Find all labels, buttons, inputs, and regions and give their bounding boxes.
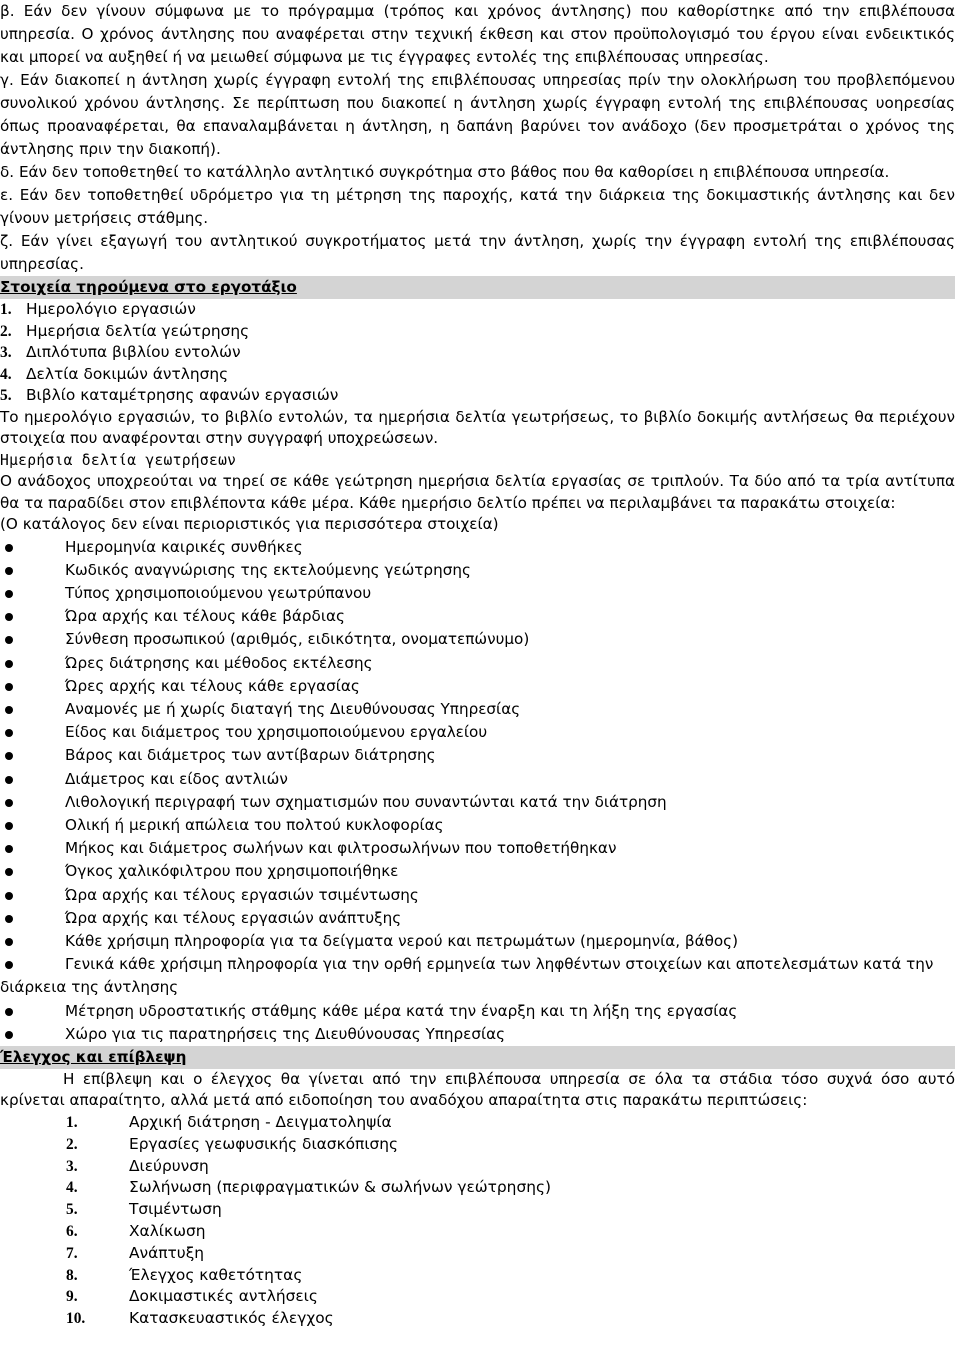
list-item [66,1243,955,1265]
bullet-icon [5,1031,13,1039]
list-item-label: Ώρες διάτρησης και μέθοδος εκτέλεσης [65,653,373,672]
list-item [0,814,955,837]
list-item-label: Ολική ή μερική απώλεια του πολτού κυκλοφορίας [65,815,444,834]
bullet-icon [5,845,13,853]
list-item [0,907,955,930]
site-records-list [0,299,955,407]
paragraph-gamma [0,69,955,161]
bullet-icon [5,590,13,598]
list-item-label: Γενικά κάθε χρήσιμη πληροφορία για την ορθή ερμηνεία των ληφθέντων στοιχείων και αποτελεσμάτων κατά την διάρκεια της άντλησης [0,955,934,997]
list-item-label: Ώρα αρχής και τέλους κάθε βάρδιας [65,607,345,626]
list-item [0,342,955,364]
list-item-label: Διάμετρος και είδος αντλιών [65,769,288,788]
bullet-icon [5,544,13,552]
list-item-label: Ανάπτυξη [129,1243,205,1262]
bullet-icon [5,938,13,946]
list-item [0,385,955,407]
list-item-label: Εργασίες γεωφυσικής διασκόπισης [129,1134,399,1153]
list-item-label: Κατασκευαστικός έλεγχος [129,1309,334,1328]
bullet-icon [5,915,13,923]
daily-reports-note: (Ο κατάλογος δεν είναι περιοριστικός για περισσότερα στοιχεία) [0,515,499,533]
list-item-number: 6. [66,1222,78,1240]
paragraph-epsilon-text: ε. Εάν δεν τοποθετηθεί υδρόμετρο για τη μέτρηση της παροχής, κατά την διάρκεια της δοκιμαστικής άντλησης και δεν γίνουν μετρήσεις στάθμης. [0,186,955,227]
bullet-icon [5,776,13,784]
list-item [0,364,955,386]
list-item-label: Αναμονές με ή χωρίς διαταγή της Διευθύνουσας Υπηρεσίας [65,699,521,718]
list-item-label: Λιθολογική περιγραφή των σχηματισμών που συναντώνται κατά την διάτρηση [65,792,667,811]
list-item-label: Μήκος και διάμετρος σωλήνων και φιλτροσωλήνων που τοποθετήθηκαν [65,839,617,858]
paragraph-beta [0,0,955,69]
list-item-number: 2. [0,322,12,340]
list-item [0,837,955,860]
bullet-icon [5,868,13,876]
list-item-label: Ώρα αρχής και τέλους εργασιών τσιμέντωσης [65,885,419,904]
list-item-label: Ώρες αρχής και τέλους κάθε εργασίας [65,676,360,695]
list-item-number: 4. [0,365,12,383]
list-item [0,628,955,651]
list-item [0,652,955,675]
list-item [0,675,955,698]
paragraph-zeta [0,230,955,276]
bullet-icon [5,683,13,691]
list-item [66,1308,955,1330]
bullet-icon [5,822,13,830]
list-item [0,930,955,953]
list-item-number: 8. [66,1266,78,1284]
paragraph-epsilon [0,184,955,230]
list-item-label: Δελτία δοκιμών άντλησης [26,364,229,383]
list-item-label: Τύπος χρησιμοποιούμενου γεωτρύπανου [65,583,372,602]
list-item [0,536,955,559]
list-item [66,1286,955,1308]
list-item-number: 3. [0,344,12,361]
list-item [0,768,955,791]
list-item-label: Διπλότυπα βιβλίου εντολών [26,343,241,361]
list-item-label: Βάρος και διάμετρος των αντίβαρων διάτρησης [65,746,436,765]
list-item [66,1112,955,1134]
list-item [66,1199,955,1221]
list-item-label: Όγκος χαλικόφιλτρου που χρησιμοποιήθηκε [65,862,399,881]
paragraph-delta-text: δ. Εάν δεν τοποθετηθεί το κατάλληλο αντλητικό συγκρότημα στο βάθος που θα καθορίσει η επιβλέπουσα υπηρεσία. [0,163,890,181]
section-heading-daily-reports: Ημερήσια δελτία γεωτρήσεων [0,451,237,469]
list-item [66,1156,955,1178]
list-item-number: 4. [66,1179,78,1197]
list-item-number: 1. [66,1113,78,1131]
list-item-number: 2. [66,1135,78,1153]
list-item-label: Χαλίκωση [129,1221,206,1240]
list-item [0,1000,955,1023]
bullet-icon [5,567,13,575]
list-item-label: Αρχική διάτρηση - Δειγματοληψία [129,1112,392,1131]
list-item [0,884,955,907]
list-item-label: Σωλήνωση (περιφραγματικών & σωλήνων γεώτρησης) [129,1178,551,1197]
list-item [0,791,955,814]
list-item-label: Βιβλίο καταμέτρησης αφανών εργασιών [26,386,339,404]
paragraph-beta-text: β. Εάν δεν γίνουν σύμφωνα με το πρόγραμμα (τρόπος και χρόνος άντλησης) που καθορίστηκε από την επιβλέπουσα υπηρεσία. Ο χρόνος άντλησης που αναφέρεται στην τεχνική έκθεση και στον προϋπολογισμό του έργου είναι ενδεικτικός και μπορεί να αυξηθεί ή να μειωθεί σύμφωνα με τις έγγραφες εντολές της επιβλέπουσας υπηρεσίας. [0,2,955,66]
section-heading-site-records: Στοιχεία τηρούμενα στο εργοτάξιο [0,276,955,299]
list-item [66,1177,955,1199]
list-item-label: Ώρα αρχής και τέλους εργασιών ανάπτυξης [65,908,402,927]
list-item-number: 7. [66,1244,78,1262]
bullet-icon [5,752,13,760]
list-item [0,582,955,605]
list-item-label: Δοκιμαστικές αντλήσεις [129,1287,318,1306]
site-records-note: Το ημερολόγιο εργασιών, το βιβλίο εντολών, τα ημερήσια δελτία γεωτρήσεως, το βιβλίο δοκιμής αντλήσεως θα περιέχουν στοιχεία που αναφέρονται στην συγγραφή υποχρεώσεων. [0,407,955,447]
list-item-number: 10. [66,1310,86,1328]
list-item [0,605,955,628]
list-item [0,953,955,999]
bullet-icon [5,613,13,621]
list-item-label: Είδος και διάμετρος του χρησιμοποιούμενου εργαλείου [65,723,488,742]
list-item-label: Κωδικός αναγνώρισης της εκτελούμενης γεώτρησης [65,560,471,579]
bullet-icon [5,799,13,807]
list-item-label: Σύνθεση προσωπικού (αριθμός, ειδικότητα, ονοματεπώνυμο) [65,630,530,649]
list-item-label: Διεύρυνση [129,1156,209,1175]
bullet-icon [5,729,13,737]
list-item [0,321,955,343]
bullet-icon [5,660,13,668]
list-item [0,559,955,582]
list-item-label: Χώρο για τις παρατηρήσεις της Διευθύνουσας Υπηρεσίας [65,1024,506,1043]
bullet-icon [5,1008,13,1016]
bullet-icon [5,892,13,900]
list-item-label: Έλεγχος καθετότητας [129,1265,303,1284]
list-item-number: 5. [66,1201,78,1219]
paragraph-delta [0,161,955,184]
bullet-icon [5,706,13,714]
control-intro: Η επίβλεψη και ο έλεγχος θα γίνεται από την επιβλέπουσα υπηρεσία σε όλα τα στάδια τόσο συχνά όσο αυτό κρίνεται απαραίτητο, αλλά μετά από ειδοποίηση του αναδόχου απαραίτητα στις παρακάτω περιπτώσεις: [0,1069,955,1110]
list-item-label: Ημερομηνία καιρικές συνθήκες [65,537,303,556]
list-item-number: 1. [0,301,12,318]
list-item [66,1265,955,1287]
section-heading-control: Έλεγχος και επίβλεψη [0,1046,955,1069]
list-item-label: Ημερήσια δελτία γεώτρησης [26,321,250,340]
list-item-label: Τσιμέντωση [129,1200,222,1219]
list-item-label: Ημερολόγιο εργασιών [26,300,196,318]
daily-reports-intro: Ο ανάδοχος υποχρεούται να τηρεί σε κάθε γεώτρηση ημερήσια δελτία εργασίας σε τριπλούν. Τα δύο από τα τρία αντίτυπα θα τα παραδίδει στον επιβλέποντα κάθε μέρα. Κάθε ημερήσιο δελτίο πρέπει να περιλαμβάνει τα παρακάτω στοιχεία: [0,472,955,512]
list-item-label: Μέτρηση υδροστατικής στάθμης κάθε μέρα κατά την έναρξη και τη λήξη της εργασίας [65,1001,738,1020]
list-item [0,698,955,721]
list-item [66,1221,955,1243]
list-item [0,299,955,321]
list-item-label: Κάθε χρήσιμη πληροφορία για τα δείγματα νερού και πετρωμάτων (ημερομηνία, βάθος) [65,931,739,950]
list-item-number: 9. [66,1288,78,1306]
list-item-number: 3. [66,1157,78,1175]
list-item [0,1023,955,1046]
paragraph-gamma-text: γ. Εάν διακοπεί η άντληση χωρίς έγγραφη εντολή της επιβλέπουσας υπηρεσίας πρίν την ολοκλήρωση του προβλεπόμενου συνολικού χρόνου άντλησης. Σε περίπτωση που διακοπεί η άντληση χωρίς έγγραφη εντολή της επιβλέπουσας υοηρεσίας όπως προαναφέρεται, θα επαναλαμβάνεται η άντληση, η δαπάνη βαρύνει τον ανάδοχο (δεν προσμετράται ο χρόνος της άντλησης πριν την διακοπή). [0,71,955,158]
paragraph-zeta-text: ζ. Εάν γίνει εξαγωγή του αντλητικού συγκροτήματος μετά την άντληση, χωρίς την έγγραφη εντολή της επιβλέπουσας υπηρεσίας. [0,232,955,273]
bullet-icon [5,961,13,969]
list-item [0,860,955,883]
list-item [66,1134,955,1156]
list-item [0,744,955,767]
list-item-number: 5. [0,387,12,404]
control-stages-list [0,1112,955,1330]
bullet-icon [5,636,13,644]
list-item [0,721,955,744]
daily-report-fields-list [0,536,955,1046]
